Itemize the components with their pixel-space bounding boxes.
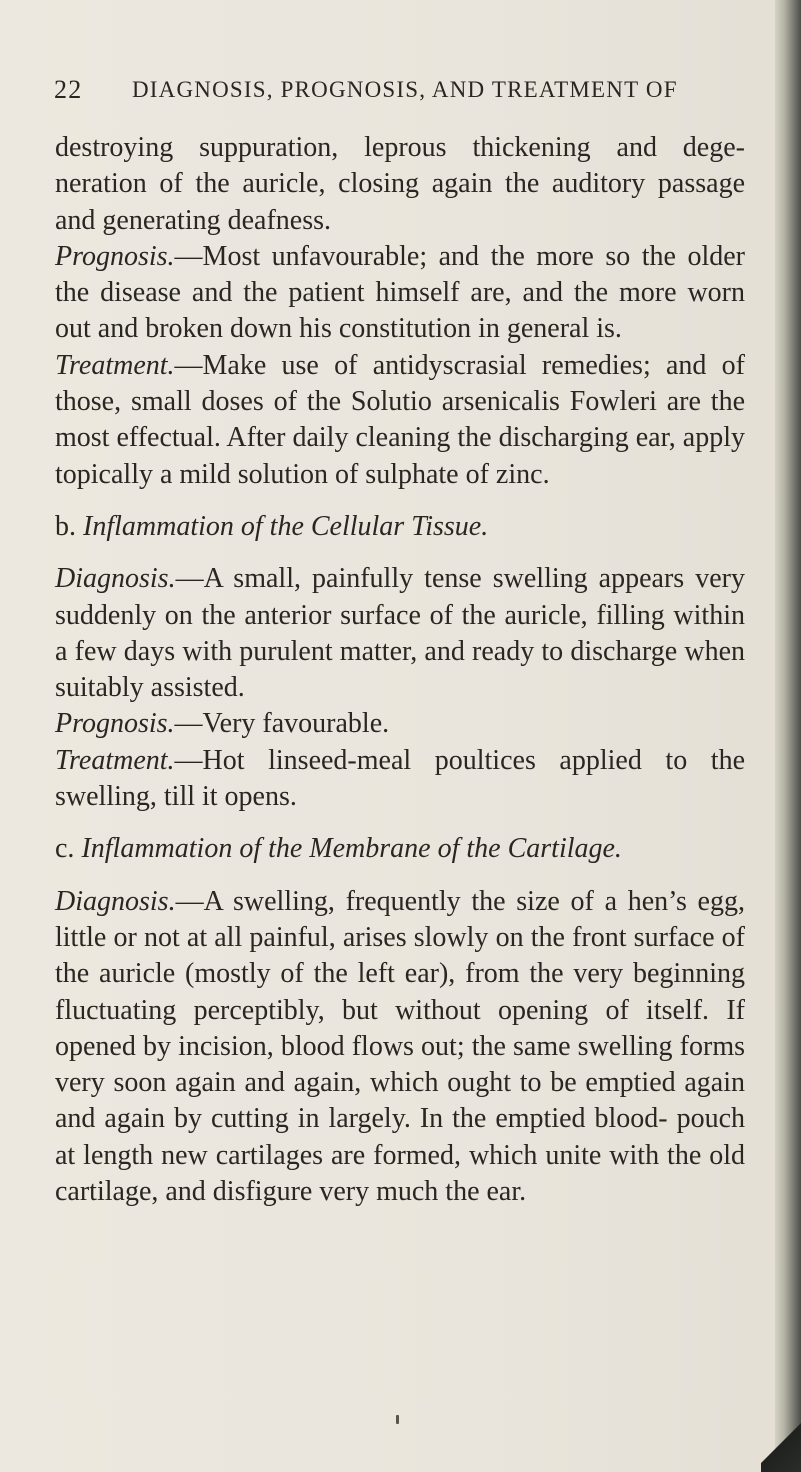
prognosis-paragraph (55, 239, 745, 348)
treatment-text: —Hot linseed-meal poultices applied to the swelling, till it opens. (55, 744, 745, 813)
section-title-b: Inflammation of the Cellular Tissue. (83, 510, 489, 542)
diagnosis-text: —A swelling, frequently the size of a hen’s egg, little or not at all painful, arises slowly on the front surface of the auricle (mostly of the left ear), from the very beginning fluctuating perceptibly, but without opening of itself. If opened by incision, blood flows out; the same swelling forms very soon again and again, which ought to be emptied again and again by cutting in largely. In the emptied blood- pouch at length new cartilages are formed, which unite with the old cartilage, and disfigure very much the ear. (55, 885, 745, 1208)
page-number: 22 (54, 75, 83, 104)
prognosis-text: —Very favourable. (174, 708, 390, 740)
running-head: DIAGNOSIS, PROGNOSIS, AND TREATMENT OF (132, 77, 678, 102)
opening-paragraph (55, 130, 745, 239)
body-text (55, 130, 745, 1210)
section-letter-b: b. (55, 510, 76, 542)
treatment-text: —Make use of antidyscrasial remedies; and of those, small doses of the Solutio arsenicalis Fowleri are the most effectual. After daily cleaning the discharging ear, apply topically a mild solution of sulphate of zinc. (55, 349, 745, 490)
section-heading-c (55, 831, 745, 867)
section-letter-c: c. (55, 833, 75, 865)
treatment-paragraph-b (55, 743, 745, 816)
treatment-label: Treatment. (55, 744, 175, 776)
print-speck (396, 1415, 399, 1424)
opening-text: destroying suppuration, leprous thickening and dege- neration of the auricle, closing again the auditory passage and generating deafness. (55, 132, 745, 236)
diagnosis-label: Diagnosis. (55, 563, 176, 595)
treatment-label: Treatment. (55, 349, 175, 381)
prognosis-paragraph-b (55, 706, 745, 742)
page-corner-shadow (761, 1402, 801, 1472)
diagnosis-paragraph-b (55, 561, 745, 706)
prognosis-text: —Most unfavourable; and the more so the older the disease and the patient himself are, and the more worn out and broken down his constitution in general is. (55, 240, 745, 345)
prognosis-label: Prognosis. (55, 708, 175, 740)
diagnosis-text: —A small, painfully tense swelling appears very suddenly on the anterior surface of the auricle, filling within a few days with purulent matter, and ready to discharge when suitably assisted. (55, 563, 745, 704)
prognosis-label: Prognosis. (55, 240, 175, 272)
section-heading-b (55, 509, 745, 545)
diagnosis-label: Diagnosis. (55, 885, 176, 917)
treatment-paragraph (55, 348, 745, 493)
page-header (54, 75, 734, 111)
book-spine-shadow (775, 0, 801, 1472)
section-title-c: Inflammation of the Membrane of the Cartilage. (81, 833, 622, 865)
diagnosis-paragraph-c (55, 884, 745, 1211)
